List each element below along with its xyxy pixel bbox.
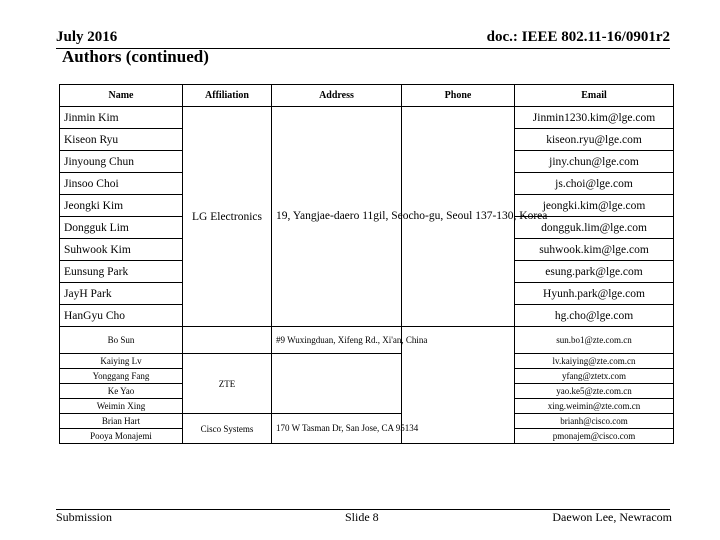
author-email: yfang@ztetx.com [515,369,674,384]
author-name: Jinyoung Chun [60,151,183,173]
slide-title: Authors (continued) [62,47,209,66]
author-name: JayH Park [60,283,183,305]
affiliation-cell: LG Electronics [183,107,272,327]
author-email: lv.kaiying@zte.com.cn [515,354,674,369]
footer-slide-number: Slide 8 [345,510,379,524]
author-email: sun.bo1@zte.com.cn [515,327,674,354]
author-name: Pooya Monajemi [60,429,183,444]
column-header-email: Email [515,85,674,107]
author-email: brianh@cisco.com [515,414,674,429]
author-email: esung.park@lge.com [515,261,674,283]
author-name: Jeongki Kim [60,195,183,217]
author-name: Jinmin Kim [60,107,183,129]
table-row [60,327,674,354]
author-email: xing.weimin@zte.com.cn [515,399,674,414]
author-email: yao.ke5@zte.com.cn [515,384,674,399]
author-name: Bo Sun [60,327,183,354]
footer-author: Daewon Lee, Newracom [552,510,672,524]
author-name: Weimin Xing [60,399,183,414]
table-row [60,354,674,369]
author-name: HanGyu Cho [60,305,183,327]
authors-table [59,84,674,444]
header-doc-id: doc.: IEEE 802.11-16/0901r2 [486,29,670,45]
author-name: Dongguk Lim [60,217,183,239]
affiliation-cell: ZTE [183,354,272,414]
address-cell: 19, Yangjae-daero 11gil, Seocho-gu, Seoul 137-130, Korea [272,107,402,327]
footer-submission: Submission [56,510,113,524]
author-name: Brian Hart [60,414,183,429]
author-name: Suhwook Kim [60,239,183,261]
address-cell [272,354,402,414]
table-row [60,414,674,429]
author-email: jiny.chun@lge.com [515,151,674,173]
author-email: Jinmin1230.kim@lge.com [515,107,674,129]
author-email: Hyunh.park@lge.com [515,283,674,305]
author-email: js.choi@lge.com [515,173,674,195]
author-name: Kaiying Lv [60,354,183,369]
header-date: July 2016 [56,29,118,45]
author-email: pmonajem@cisco.com [515,429,674,444]
column-header-phone: Phone [402,85,515,107]
author-email: jeongki.kim@lge.com [515,195,674,217]
author-email: kiseon.ryu@lge.com [515,129,674,151]
affiliation-cell: Cisco Systems [183,414,272,444]
author-email: dongguk.lim@lge.com [515,217,674,239]
author-name: Yonggang Fang [60,369,183,384]
column-header-affiliation: Affiliation [183,85,272,107]
author-name: Eunsung Park [60,261,183,283]
affiliation-cell [183,327,272,354]
address-cell: #9 Wuxingduan, Xifeng Rd., Xi'an, China [272,327,402,354]
author-name: Kiseon Ryu [60,129,183,151]
author-name: Jinsoo Choi [60,173,183,195]
address-cell: 170 W Tasman Dr, San Jose, CA 95134 [272,414,402,444]
column-header-name: Name [60,85,183,107]
author-email: suhwook.kim@lge.com [515,239,674,261]
table-header-row [60,85,674,107]
author-email: hg.cho@lge.com [515,305,674,327]
table-row [60,107,674,129]
column-header-address: Address [272,85,402,107]
author-name: Ke Yao [60,384,183,399]
